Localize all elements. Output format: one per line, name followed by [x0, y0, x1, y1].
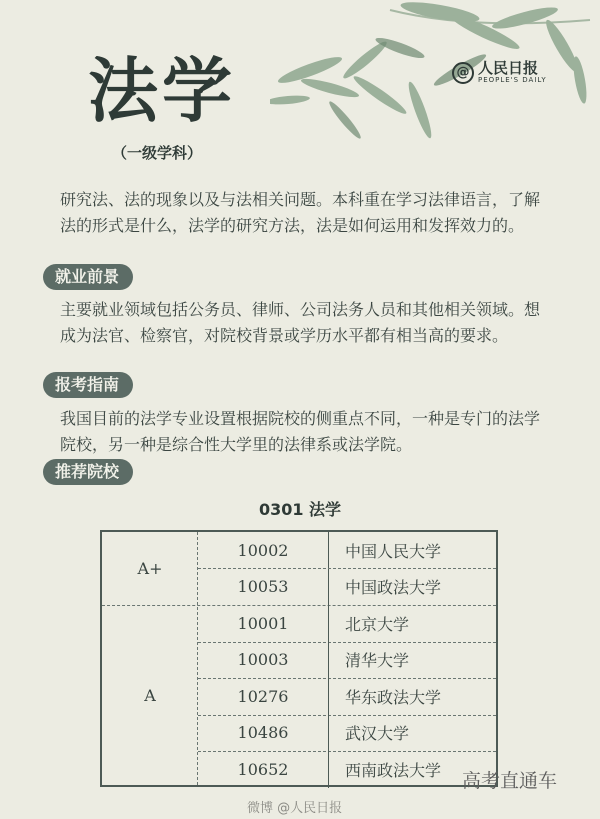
brand-name: 人民日报 [478, 59, 539, 77]
grade-cell: A [144, 685, 156, 705]
employment-paragraph: 主要就业领域包括公务员、律师、公司法务人员和其他相关领域。想成为法官、检察官，对院校背景或学历水平都有相当高的要求。 [60, 300, 541, 345]
brand-mark [452, 60, 547, 85]
schools-table [100, 530, 498, 787]
weibo-credit: 微博 @人民日报 [247, 801, 343, 816]
table-title: 0301 法学 [258, 500, 342, 519]
school-code: 10003 [198, 642, 329, 679]
school-code: 10652 [198, 751, 329, 788]
table-row [198, 678, 496, 715]
watermark-text: 高考直通车 [462, 770, 558, 792]
school-name: 北京大学 [345, 614, 410, 634]
school-name: 清华大学 [345, 651, 410, 671]
brand-english: PEOPLE'S DAILY [478, 76, 547, 84]
section-label-guide: 报考指南 [43, 372, 133, 398]
grade-cell: A+ [137, 559, 163, 578]
school-name: 西南政法大学 [345, 760, 442, 780]
intro-paragraph: 研究法、法的现象以及与法相关问题。本科重在学习法律语言，了解法的形式是什么，法学的研究方法，法是如何运用和发挥效力的。 [60, 190, 541, 235]
school-name: 中国政法大学 [345, 578, 442, 598]
page-title: 法学 [88, 49, 236, 132]
school-name: 中国人民大学 [345, 541, 442, 561]
section-label-employment: 就业前景 [43, 264, 133, 290]
school-code: 10276 [198, 678, 329, 715]
table-row [198, 715, 496, 752]
table-row [198, 532, 496, 569]
school-name: 武汉大学 [345, 724, 410, 744]
school-code: 10001 [198, 605, 329, 642]
table-row [198, 751, 496, 788]
guide-paragraph: 我国目前的法学专业设置根据院校的侧重点不同，一种是专门的法学院校，另一种是综合性大学里的法律系或法学院。 [60, 409, 541, 454]
school-code: 10486 [198, 715, 329, 752]
bamboo-illustration [270, 0, 600, 180]
table-row [198, 569, 496, 606]
page-subtitle: （一级学科） [112, 144, 203, 162]
school-name: 华东政法大学 [345, 687, 442, 707]
table-row [198, 605, 496, 642]
section-label-schools: 推荐院校 [43, 459, 133, 485]
table-row [198, 642, 496, 679]
school-code: 10053 [198, 569, 329, 606]
school-code: 10002 [198, 532, 329, 569]
brand-logo-icon: @ [452, 62, 474, 84]
